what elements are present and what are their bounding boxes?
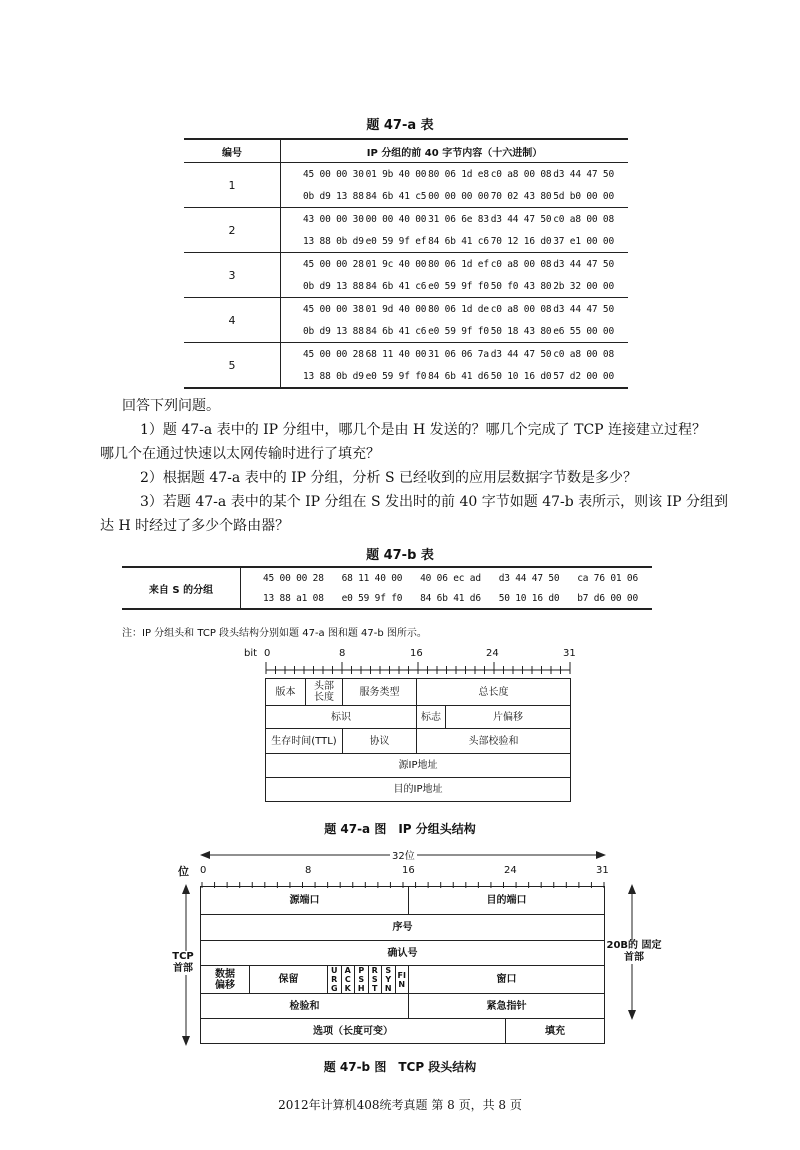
hex-cell [281,253,629,276]
hex-word: 43 00 00 30 [303,213,364,225]
tcp-tick-16: 16 [402,865,415,876]
ip-field-dst-addr: 目的IP地址 [265,777,571,802]
table-row [184,298,628,321]
table-b-row [241,567,653,588]
table-row [184,208,628,231]
hex-word: 01 9d 40 00 [365,303,427,315]
ip-field-src-addr: 源IP地址 [265,753,571,778]
hex-word: 5d b0 00 00 [553,190,614,202]
hex-word: 31 06 06 7a [428,348,489,360]
col-num-header: 编号 [184,139,281,163]
hex-word: 13 88 a1 08 [263,592,324,604]
hex-word: 13 88 0b d9 [303,370,364,382]
tcp-header-label: TCP 首部 [166,951,200,975]
hex-word: d3 44 47 50 [490,348,552,360]
ip-figure-caption: 题 47-a 图 IP 分组头结构 [324,822,476,836]
hex-word: 84 6b 41 c5 [365,190,427,202]
question-2: 2）根据题 47-a 表中的 IP 分组，分析 S 已经收到的应用层数据字节数是多少？ [140,470,638,486]
table-row [184,253,628,276]
hex-word: e0 59 9f f0 [341,592,403,604]
hex-word: e6 55 00 00 [553,325,614,337]
hex-cell [281,298,629,321]
hex-word: c0 a8 00 08 [490,303,552,315]
tcp-field-padding: 填充 [505,1018,605,1044]
ip-field-total-length: 总长度 [416,678,571,706]
question-1b: 哪几个在通过快速以太网传输时进行了填充？ [100,446,380,462]
hex-word: 50 10 16 d0 [498,592,560,604]
tcp-field-checksum: 检验和 [200,993,409,1019]
hex-word: e0 59 9f f0 [365,370,427,382]
hex-word: e0 59 9f f0 [428,325,489,337]
hex-word: 01 9c 40 00 [365,258,427,270]
hex-word: 84 6b 41 c6 [365,325,427,337]
tcp-field-seq: 序号 [200,914,605,941]
hex-word: e0 59 9f ef [365,235,427,247]
hex-word: 50 10 16 d0 [490,370,552,382]
hex-cell [281,365,629,388]
note: 注：IP 分组头和 TCP 段头结构分别如题 47-a 图和题 47-b 图所示。 [122,628,427,639]
ip-tick-16: 16 [410,648,423,659]
hex-cell [281,185,629,208]
hex-word: d3 44 47 50 [553,258,614,270]
hex-word: 84 6b 41 d6 [428,370,489,382]
hex-word: 2b 32 00 00 [553,280,614,292]
question-3a: 3）若题 47-a 表中的某个 IP 分组在 S 发出时的前 40 字节如题 47-b 表所示，则该 IP 分组到 [140,494,729,510]
hex-word: 84 6b 41 c6 [428,235,489,247]
tcp-figure-caption: 题 47-b 图 TCP 段头结构 [323,1060,477,1074]
hex-word: 01 9b 40 00 [365,168,427,180]
hex-word: d3 44 47 50 [498,572,560,584]
table-b [122,566,652,610]
hex-word: 70 02 43 80 [490,190,552,202]
hex-word: 31 06 6e 83 [428,213,489,225]
question-3b: 达 H 时经过了多少个路由器？ [100,518,290,534]
hex-word: c0 a8 00 08 [490,168,552,180]
hex-word: 45 00 00 28 [303,258,364,270]
hex-cell [281,163,629,186]
tcp-tick-0: 0 [200,865,207,876]
hex-word: d3 44 47 50 [553,168,614,180]
hex-word: d3 44 47 50 [490,213,552,225]
table-a-title: 题 47-a 表 [366,118,434,133]
hex-word: 37 e1 00 00 [553,235,614,247]
ip-field-protocol: 协议 [342,728,417,754]
hex-word: 40 06 ec ad [420,572,481,584]
tcp-tick-8: 8 [305,865,312,876]
table-row [184,163,628,186]
hex-word: 0b d9 13 88 [303,280,364,292]
hex-word: 45 00 00 38 [303,303,364,315]
hex-cell [281,208,629,231]
ip-tick-0: 0 [264,648,271,659]
ip-bit-ruler [260,660,580,680]
tcp-flag-rst: RST [368,965,383,994]
table-b-row [241,588,653,609]
hex-word: 84 6b 41 d6 [420,592,481,604]
bit-label: bit [244,648,258,659]
hex-word: 68 11 40 00 [365,348,427,360]
table-a [184,138,628,389]
tcp-field-options: 选项（长度可变） [200,1018,506,1044]
hex-word: 45 00 00 28 [263,572,324,584]
ip-field-tos: 服务类型 [342,678,417,706]
hex-word: 80 06 1d de [428,303,489,315]
table-b-title: 题 47-b 表 [366,548,434,563]
ip-field-checksum: 头部校验和 [416,728,571,754]
row-number: 4 [184,298,281,343]
hex-word: 80 06 1d ef [428,258,489,270]
hex-word: c0 a8 00 08 [490,258,552,270]
ip-field-frag-offset: 片偏移 [445,705,571,729]
hex-cell [281,320,629,343]
table-row [184,343,628,366]
ip-field-version: 版本 [265,678,306,706]
ip-field-hlen: 头部长度 [305,678,343,706]
hex-word: 68 11 40 00 [341,572,403,584]
tcp-width-label: 32位 [390,847,417,862]
tcp-flag-fin: FIN [395,965,410,994]
row-number: 1 [184,163,281,208]
hex-word: d3 44 47 50 [553,303,614,315]
tcp-field-data-offset: 数据偏移 [200,965,250,994]
hex-word: 84 6b 41 c6 [365,280,427,292]
tcp-flag-syn: SYN [381,965,396,994]
tcp-field-window: 窗口 [408,965,605,994]
tcp-field-src-port: 源端口 [200,886,409,915]
hex-word: 0b d9 13 88 [303,325,364,337]
table-a-header [184,139,628,163]
tcp-pos-label: 位 [178,865,189,878]
hex-word: 50 f0 43 80 [490,280,552,292]
ip-field-flags: 标志 [416,705,446,729]
hex-word: 00 00 40 00 [365,213,427,225]
ip-tick-31: 31 [563,648,576,659]
ip-tick-8: 8 [339,648,346,659]
tcp-field-urgent-ptr: 紧急指针 [408,993,605,1019]
row-number: 3 [184,253,281,298]
hex-cell [281,275,629,298]
hex-word: 70 12 16 d0 [490,235,552,247]
tcp-flag-psh: PSH [354,965,369,994]
hex-word: e0 59 9f f0 [428,280,489,292]
ip-tick-24: 24 [486,648,499,659]
question-1a: 1）题 47-a 表中的 IP 分组中，哪几个是由 H 发送的？哪几个完成了 TCP 连接建立过程？ [140,422,707,438]
table-b-label: 来自 S 的分组 [122,567,241,609]
tcp-flag-urg: URG [327,965,342,994]
questions-intro: 回答下列问题。 [122,398,220,414]
hex-word: 13 88 0b d9 [303,235,364,247]
hex-cell [281,230,629,253]
hex-word: c0 a8 00 08 [553,213,614,225]
hex-word: 00 00 00 00 [428,190,489,202]
tcp-tick-24: 24 [504,865,517,876]
tcp-flag-ack: ACK [341,965,356,994]
hex-word: 0b d9 13 88 [303,190,364,202]
fixed-header-label: 20B的 固定首部 [606,940,662,963]
hex-cell [281,343,629,366]
tcp-field-ack: 确认号 [200,940,605,966]
hex-word: 50 18 43 80 [490,325,552,337]
hex-word: 80 06 1d e8 [428,168,489,180]
hex-word: c0 a8 00 08 [553,348,614,360]
hex-word: 57 d2 00 00 [553,370,614,382]
tcp-field-reserved: 保留 [249,965,328,994]
page-footer: 2012年计算机408统考真题 第 8 页，共 8 页 [278,1098,522,1112]
ip-field-ttl: 生存时间(TTL) [265,728,343,754]
hex-word: 45 00 00 30 [303,168,364,180]
hex-word: b7 d6 00 00 [577,592,638,604]
ip-field-id: 标识 [265,705,417,729]
col-content-header: IP 分组的前 40 字节内容（十六进制） [281,139,629,163]
hex-word: 45 00 00 28 [303,348,364,360]
hex-word: ca 76 01 06 [577,572,638,584]
row-number: 5 [184,343,281,389]
tcp-field-dst-port: 目的端口 [408,886,605,915]
row-number: 2 [184,208,281,253]
tcp-tick-31: 31 [596,865,609,876]
